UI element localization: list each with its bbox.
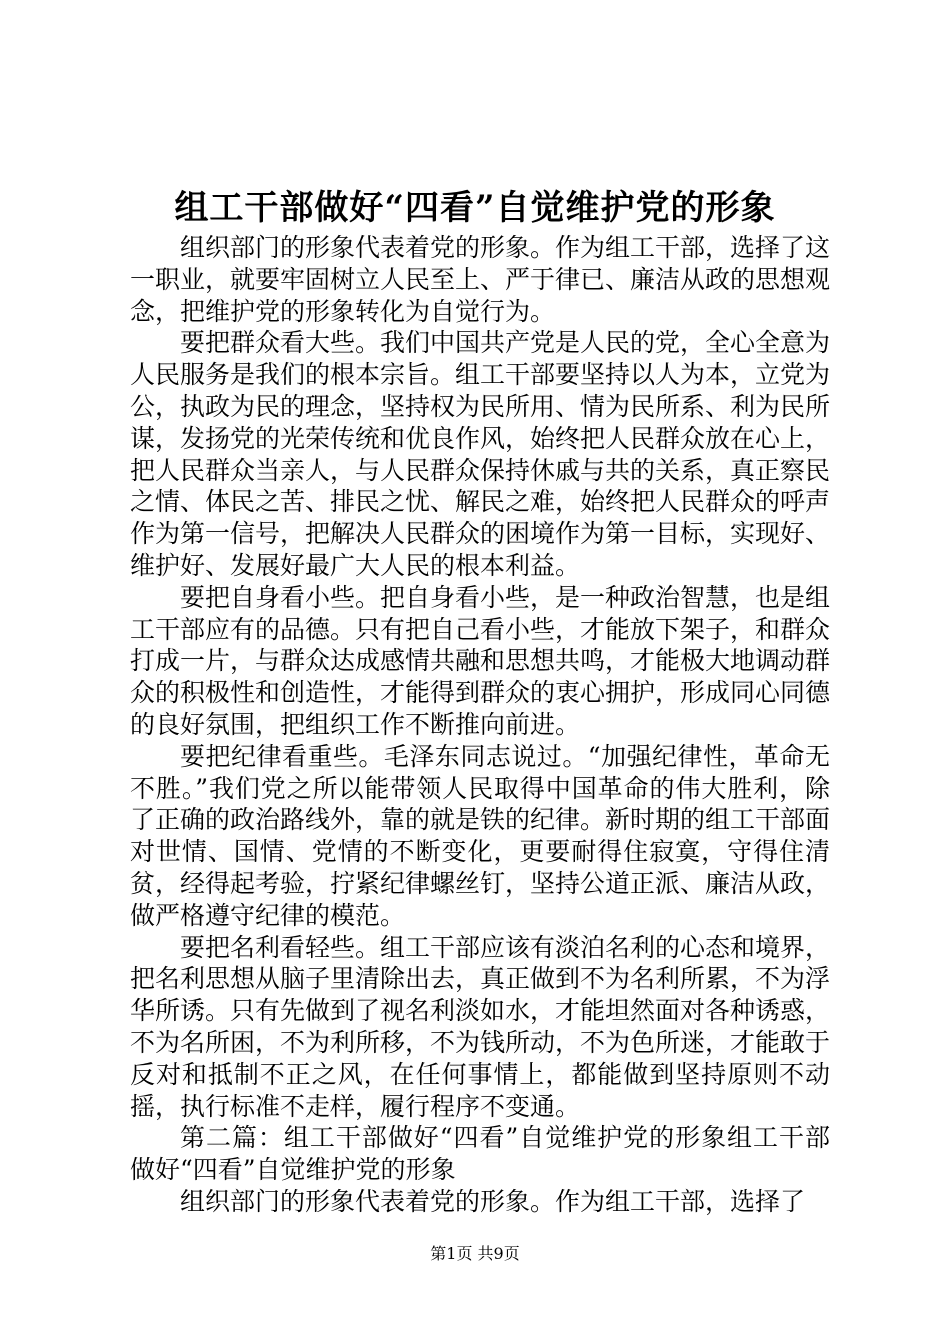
paragraph-intro: 组织部门的形象代表着党的形象。作为组工干部，选择了这一职业，就要牢固树立人民至上、严于律已、廉洁从政的思想观念，把维护党的形象转化为自觉行为。 xyxy=(130,233,831,326)
paragraph-self: 要把自身看小些。把自身看小些，是一种政治智慧，也是组工干部应有的品德。只有把自己看小些，才能放下架子，和群众打成一片，与群众达成感情共融和思想共鸣，才能极大地调动群众的积极性和创造性，才能得到群众的衷心拥护，形成同心同德的良好氛围，把组织工作不断推向前进。 xyxy=(130,582,831,739)
page-number-footer: 第1页 共9页 xyxy=(430,1244,520,1263)
paragraph-discipline: 要把纪律看重些。毛泽东同志说过。“加强纪律性，革命无不胜。”我们党之所以能带领人民取得中国革命的伟大胜利，除了正确的政治路线外，靠的就是铁的纪律。新时期的组工干部面对世情、国情、党情的不断变化，更要耐得住寂寞，守得住清贫，经得起考验，拧紧纪律螺丝钉，坚持公道正派、廉洁从政，做严格遵守纪律的模范。 xyxy=(130,741,831,930)
document-title: 组工干部做好“四看”自觉维护党的形象 xyxy=(174,188,776,228)
document-body xyxy=(130,232,830,1218)
paragraph-second-intro: 组织部门的形象代表着党的形象。作为组工干部，选择了 xyxy=(180,1186,806,1216)
paragraph-second-title: 第二篇：组工干部做好“四看”自觉维护党的形象组工干部做好“四看”自觉维护党的形象 xyxy=(130,1123,830,1185)
paragraph-fame: 要把名利看轻些。组工干部应该有淡泊名利的心态和境界，把名利思想从脑子里清除出去，真正做到不为名利所累，不为浮华所诱。只有先做到了视名利淡如水，才能坦然面对各种诱惑，不为名所困，不为利所移，不为钱所动，不为色所迷，才能敢于反对和抵制不正之风，在任何事情上，都能做到坚持原则不动摇，执行标准不走样，履行程序不变通。 xyxy=(130,932,831,1121)
paragraph-masses: 要把群众看大些。我们中国共产党是人民的党，全心全意为人民服务是我们的根本宗旨。组工干部要坚持以人为本，立党为公，执政为民的理念，坚持权为民所用、情为民所系、利为民所谋，发扬党的光荣传统和优良作风，始终把人民群众放在心上，把人民群众当亲人，与人民群众保持休戚与共的关系，真正察民之情、体民之苦、排民之忧、解民之难，始终把人民群众的呼声作为第一信号，把解决人民群众的困境作为第一目标，实现好、维护好、发展好最广大人民的根本利益。 xyxy=(130,328,831,580)
